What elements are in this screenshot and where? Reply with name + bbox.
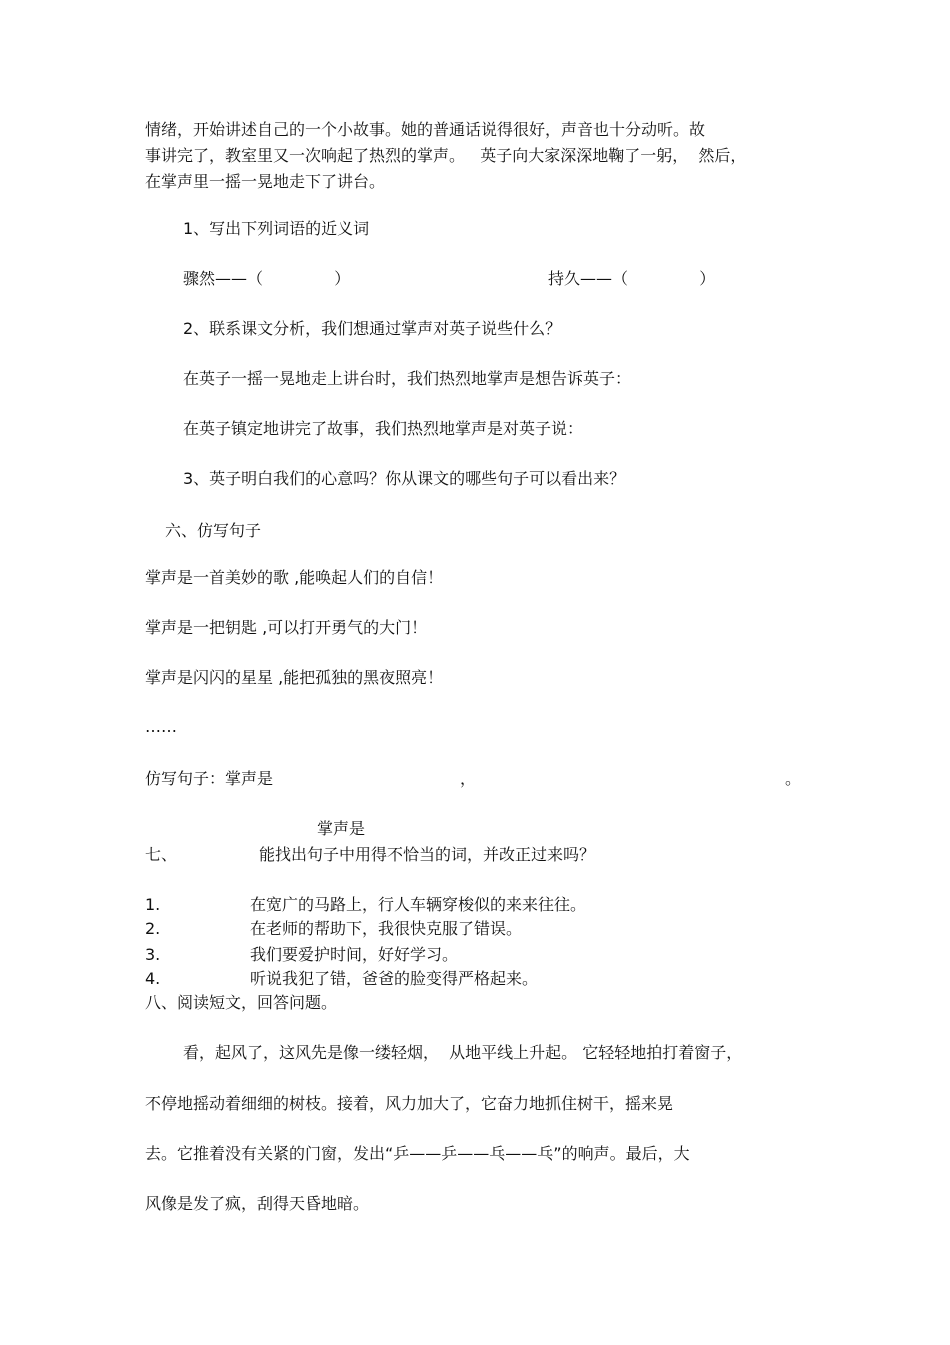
reading-line-2: 不停地摇动着细细的树枝。接着，风力加大了，它奋力地抓住树干，摇来晃 — [145, 1094, 674, 1113]
example-sentence-3: 掌声是闪闪的星星 ,能把孤独的黑夜照亮！ — [145, 668, 444, 687]
imitation-prompt: 仿写句子：掌声是 — [145, 769, 274, 788]
question-2-part-b: 在英子镇定地讲完了故事，我们热烈地掌声是对英子说： — [183, 419, 584, 438]
question-1-title: 1、写出下列词语的近义词 — [183, 219, 370, 238]
section-7-label: 七、 — [145, 845, 178, 864]
reading-line-1: 看，起风了，这风先是像一缕轻烟， 从地平线上升起。 它轻轻地拍打着窗子， — [183, 1043, 743, 1062]
section-8-heading: 八、阅读短文，回答问题。 — [145, 993, 338, 1012]
example-sentence-2: 掌声是一把钥匙 ,可以打开勇气的大门！ — [145, 618, 428, 637]
list-item-number: 1. — [145, 895, 161, 914]
list-item-number: 3. — [145, 945, 161, 964]
passage-line-2: 事讲完了，教室里又一次响起了热烈的掌声。 英子向大家深深地鞠了一躬， 然后， — [145, 146, 747, 165]
ellipsis: …… — [145, 717, 177, 736]
list-item-number: 4. — [145, 969, 161, 988]
reading-line-4: 风像是发了疯，刮得天昏地暗。 — [145, 1194, 370, 1213]
imitation-comma: ， — [460, 769, 477, 788]
list-item-number: 2. — [145, 919, 161, 938]
reading-line-3: 去。它推着没有关紧的门窗，发出“乒——乒——乓——乓”的响声。最后，大 — [145, 1144, 690, 1163]
list-item-text: 我们要爱护时间，好好学习。 — [250, 945, 459, 964]
example-sentence-1: 掌声是一首美妙的歌 ,能唤起人们的自信！ — [145, 568, 444, 587]
list-item-text: 听说我犯了错，爸爸的脸变得严格起来。 — [250, 969, 539, 988]
section-6-heading: 六、仿写句子 — [165, 521, 262, 540]
synonym-right: 持久——（ ） — [548, 269, 716, 288]
imitation-period: 。 — [785, 769, 802, 788]
list-item-text: 在老师的帮助下，我很快克服了错误。 — [250, 919, 523, 938]
list-item-text: 在宽广的马路上，行人车辆穿梭似的来来往往。 — [250, 895, 587, 914]
section-7-heading: 能找出句子中用得不恰当的词，并改正过来吗？ — [259, 845, 596, 864]
question-2-title: 2、联系课文分析，我们想通过掌声对英子说些什么？ — [183, 319, 562, 338]
passage-line-3: 在掌声里一摇一晃地走下了讲台。 — [145, 172, 386, 191]
synonym-left: 骤然——（ ） — [183, 269, 351, 288]
imitation-second-start: 掌声是 — [317, 819, 366, 838]
question-3-title: 3、英子明白我们的心意吗？你从课文的哪些句子可以看出来？ — [183, 469, 626, 488]
question-2-part-a: 在英子一摇一晃地走上讲台时，我们热烈地掌声是想告诉英子： — [183, 369, 632, 388]
passage-line-1: 情绪，开始讲述自己的一个小故事。她的普通话说得很好，声音也十分动听。故 — [145, 120, 706, 139]
